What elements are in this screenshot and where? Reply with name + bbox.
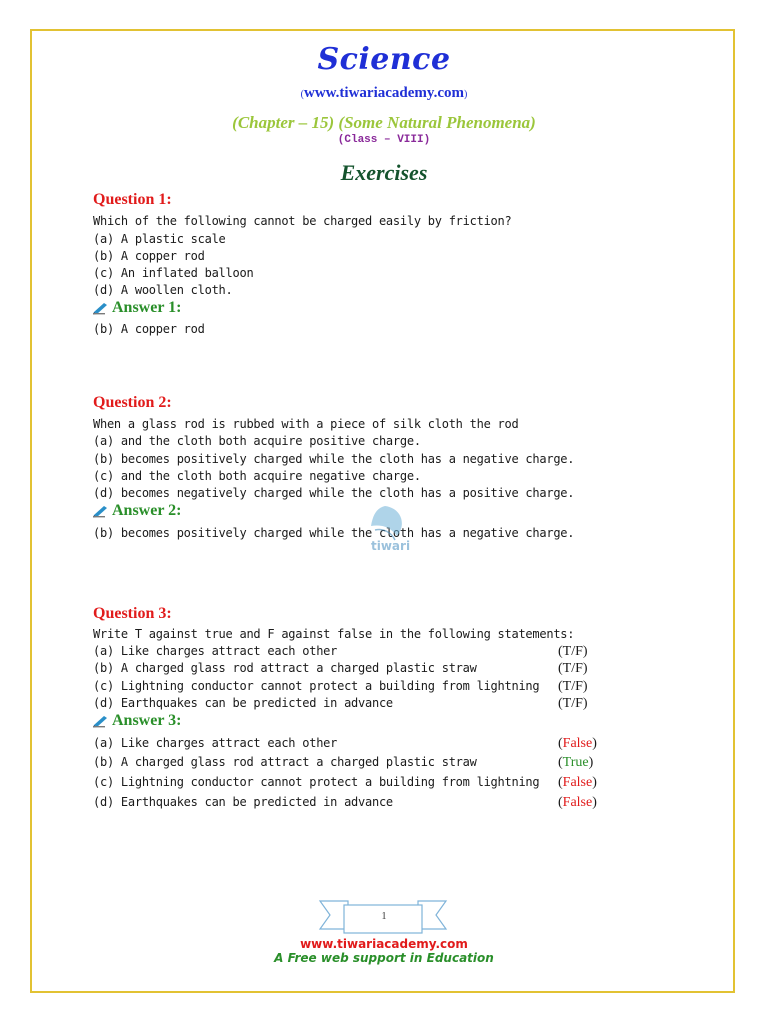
pen-icon — [92, 301, 110, 315]
question-2-prompt: When a glass rod is rubbed with a piece of silk cloth the rod — [93, 417, 519, 431]
page-title: Science — [317, 42, 451, 77]
question-3-heading: Question 3: — [93, 605, 172, 622]
answer-3-value-a: (False) — [558, 736, 597, 751]
question-3-statement-b: (b) A charged glass rod attract a charged plastic straw — [93, 661, 477, 675]
question-2-option-a: (a) and the cloth both acquire positive charge. — [93, 434, 421, 448]
question-2-option-d: (d) becomes negatively charged while the cloth has a positive charge. — [93, 486, 575, 500]
svg-text:tiwari: tiwari — [371, 539, 411, 553]
answer-3-statement-b: (b) A charged glass rod attract a charged plastic straw — [93, 755, 477, 769]
question-1-option-c: (c) An inflated balloon — [93, 266, 254, 280]
answer-3-heading: Answer 3: — [92, 712, 181, 730]
question-3-statement-c: (c) Lightning conductor cannot protect a building from lightning — [93, 679, 540, 693]
answer-3-value-b: (True) — [558, 755, 594, 770]
answer-3-statement-d: (d) Earthquakes can be predicted in advance — [93, 795, 393, 809]
question-3-statement-a: (a) Like charges attract each other — [93, 644, 338, 658]
chapter-heading: (Chapter – 15) (Some Natural Phenomena) — [232, 113, 536, 132]
question-1-option-b: (b) A copper rod — [93, 249, 205, 263]
answer-3-value-d: (False) — [558, 795, 597, 810]
question-3-tf-c: (T/F) — [558, 679, 588, 694]
answer-2-text: (b) becomes positively charged while the cloth has a negative charge. — [93, 526, 575, 540]
class-label: (Class – VIII) — [337, 134, 431, 146]
answer-2-heading: Answer 2: — [92, 502, 181, 520]
question-1-heading: Question 1: — [93, 191, 172, 208]
header-website: (www.tiwariacademy.com) — [300, 85, 468, 101]
question-2-heading: Question 2: — [93, 394, 172, 411]
section-heading: Exercises — [340, 160, 428, 185]
leaf-logo-icon — [357, 500, 413, 556]
footer-tagline: A Free web support in Education — [274, 951, 494, 965]
pen-icon — [92, 714, 110, 728]
question-1-option-d: (d) A woollen cloth. — [93, 283, 233, 297]
answer-3-value-c: (False) — [558, 775, 597, 790]
header-website-link[interactable]: www.tiwariacademy.com — [304, 85, 464, 101]
question-1-prompt: Which of the following cannot be charged easily by friction? — [93, 214, 512, 228]
question-3-prompt: Write T against true and F against false in the following statements: — [93, 627, 575, 641]
page-number: 1 — [381, 911, 387, 922]
question-2-option-b: (b) becomes positively charged while the cloth has a negative charge. — [93, 452, 575, 466]
question-3-tf-b: (T/F) — [558, 661, 588, 676]
answer-3-statement-c: (c) Lightning conductor cannot protect a building from lightning — [93, 775, 540, 789]
pen-icon — [92, 504, 110, 518]
question-3-tf-d: (T/F) — [558, 696, 588, 711]
answer-3-statement-a: (a) Like charges attract each other — [93, 736, 338, 750]
question-1-option-a: (a) A plastic scale — [93, 232, 226, 246]
question-2-option-c: (c) and the cloth both acquire negative charge. — [93, 469, 421, 483]
answer-1-heading: Answer 1: — [92, 299, 181, 317]
footer-website-link[interactable]: www.tiwariacademy.com — [300, 937, 468, 951]
answer-1-text: (b) A copper rod — [93, 322, 205, 336]
question-3-tf-a: (T/F) — [558, 644, 588, 659]
question-3-statement-d: (d) Earthquakes can be predicted in advance — [93, 696, 393, 710]
